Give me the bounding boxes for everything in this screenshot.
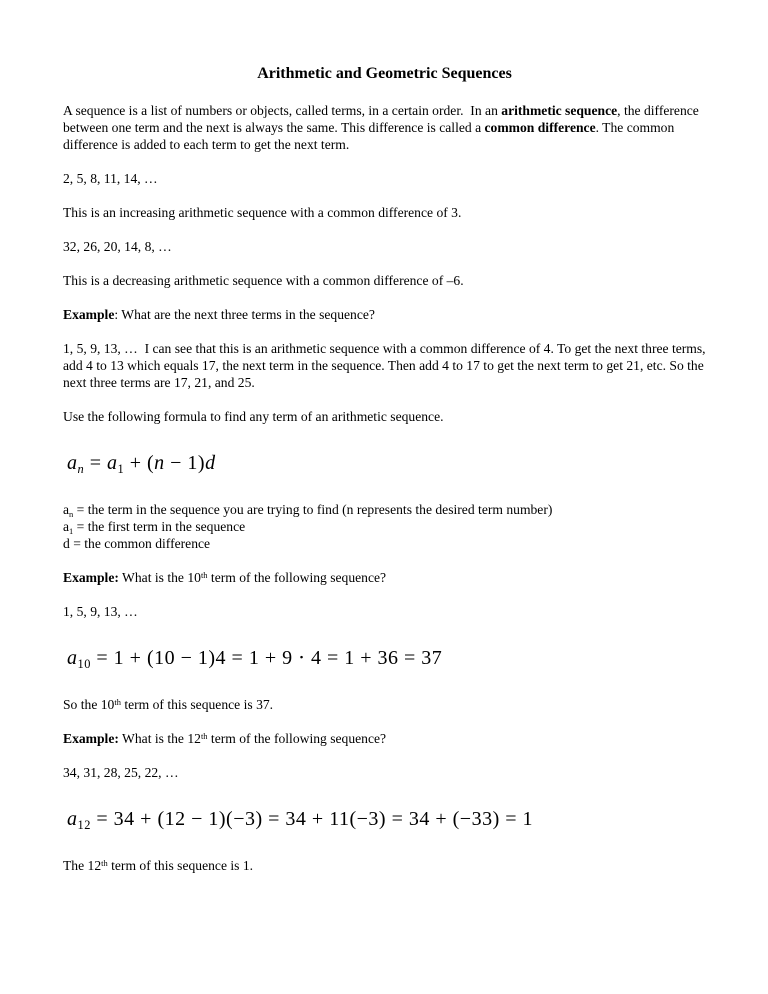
text-run: Use the following formula to find any term of an arithmetic sequence.: [63, 409, 444, 424]
text-line: [67, 450, 706, 476]
text-run: a: [106, 452, 118, 474]
text-run: n: [77, 462, 85, 477]
text-run: a: [63, 502, 70, 517]
paragraph: [63, 170, 706, 187]
text-run: a: [67, 647, 78, 669]
text-run: This is an increasing arithmetic sequence with a common difference of 3.: [63, 205, 462, 220]
paragraph: [63, 696, 706, 713]
text-run: th: [200, 730, 208, 741]
text-run: d = the common difference: [63, 536, 211, 551]
paragraph: [63, 408, 706, 425]
text-line: [63, 340, 706, 391]
text-line: [63, 603, 706, 620]
text-line: [63, 569, 706, 586]
paragraph: [63, 569, 706, 586]
text-run: a: [67, 808, 78, 830]
text-run: n: [69, 508, 74, 519]
text-run: term of this sequence is 37.: [120, 697, 274, 712]
text-run: 1: [69, 525, 74, 536]
document-title: Arithmetic and Geometric Sequences: [257, 65, 512, 82]
text-run: = 1 + (10 − 1)4 = 1 + 9 ⋅ 4 = 1 + 36 = 37: [90, 647, 443, 669]
document-body: [63, 102, 706, 874]
math-formula: [63, 806, 706, 832]
paragraph: [63, 730, 706, 747]
text-run: term of the following sequence?: [207, 570, 387, 585]
text-line: [63, 857, 706, 874]
text-run: So the 10: [63, 697, 115, 712]
text-run: Example: [63, 307, 115, 322]
text-run: 1, 5, 9, 13, … I can see that this is an arithmetic sequence with a common difference of 4. To get the next three terms, add 4 to 13 which equals 17, the next term in the sequence. Then add 4 to 17 to get the next term to get 21, etc. So the next three terms are 17, 21, and 25.: [63, 341, 706, 390]
math-formula: [63, 645, 706, 671]
paragraph: [63, 306, 706, 323]
paragraph: [63, 340, 706, 391]
text-run: 2, 5, 8, 11, 14, …: [63, 171, 158, 186]
paragraph: [63, 603, 706, 620]
text-run: = the term in the sequence you are trying to find (n represents the desired term number): [73, 502, 553, 517]
text-run: 32, 26, 20, 14, 8, …: [63, 239, 172, 254]
text-line: [63, 730, 706, 747]
text-run: th: [101, 857, 108, 868]
text-line: [63, 170, 706, 187]
paragraph: [63, 204, 706, 221]
text-run: arithmetic sequence: [501, 103, 618, 118]
text-run: = 34 + (12 − 1)(−3) = 34 + 11(−3) = 34 + (−33) = 1: [90, 808, 534, 830]
text-run: + (: [124, 452, 155, 474]
text-run: th: [114, 696, 121, 707]
text-run: . The common difference is added to each term to get the next term.: [63, 120, 675, 152]
text-line: [63, 696, 706, 713]
text-run: term of the following sequence?: [207, 731, 387, 746]
paragraph: [63, 501, 706, 552]
text-run: 1, 5, 9, 13, …: [63, 604, 138, 619]
text-run: th: [200, 569, 208, 580]
text-run: − 1): [164, 452, 206, 474]
text-run: : What are the next three terms in the sequence?: [114, 307, 375, 322]
text-line: [63, 764, 706, 781]
text-run: This is a decreasing arithmetic sequence with a common difference of –6.: [63, 273, 464, 288]
text-run: term of this sequence is 1.: [107, 858, 254, 873]
text-run: a: [63, 519, 70, 534]
text-run: 12: [77, 818, 91, 833]
text-run: What is the 10: [118, 570, 201, 585]
text-run: What is the 12: [118, 731, 201, 746]
text-line: [63, 518, 706, 535]
text-run: common difference: [484, 120, 596, 135]
text-run: d: [205, 452, 216, 474]
text-line: [63, 102, 706, 153]
text-line: [63, 535, 706, 552]
paragraph: [63, 238, 706, 255]
text-run: 10: [77, 657, 91, 672]
text-line: [67, 645, 706, 671]
paragraph: [63, 102, 706, 153]
text-line: [63, 408, 706, 425]
text-line: [63, 272, 706, 289]
paragraph: [63, 272, 706, 289]
text-line: [63, 238, 706, 255]
text-run: 34, 31, 28, 25, 22, …: [63, 765, 179, 780]
text-run: n: [154, 452, 165, 474]
text-line: [63, 501, 706, 518]
text-run: A sequence is a list of numbers or objects, called terms, in a certain order. In an: [63, 103, 502, 118]
text-run: 1: [117, 462, 125, 477]
math-formula: [63, 450, 706, 476]
text-run: =: [84, 452, 107, 474]
text-line: [63, 306, 706, 323]
text-line: [67, 806, 706, 832]
text-run: Example:: [63, 570, 119, 585]
text-run: The 12: [63, 858, 102, 873]
text-run: Example:: [63, 731, 119, 746]
text-run: a: [67, 452, 78, 474]
text-run: , the difference between one term and the next is always the same. This difference is called a: [63, 103, 699, 135]
text-run: = the first term in the sequence: [73, 519, 246, 534]
paragraph: [63, 764, 706, 781]
paragraph: [63, 857, 706, 874]
text-line: [63, 204, 706, 221]
